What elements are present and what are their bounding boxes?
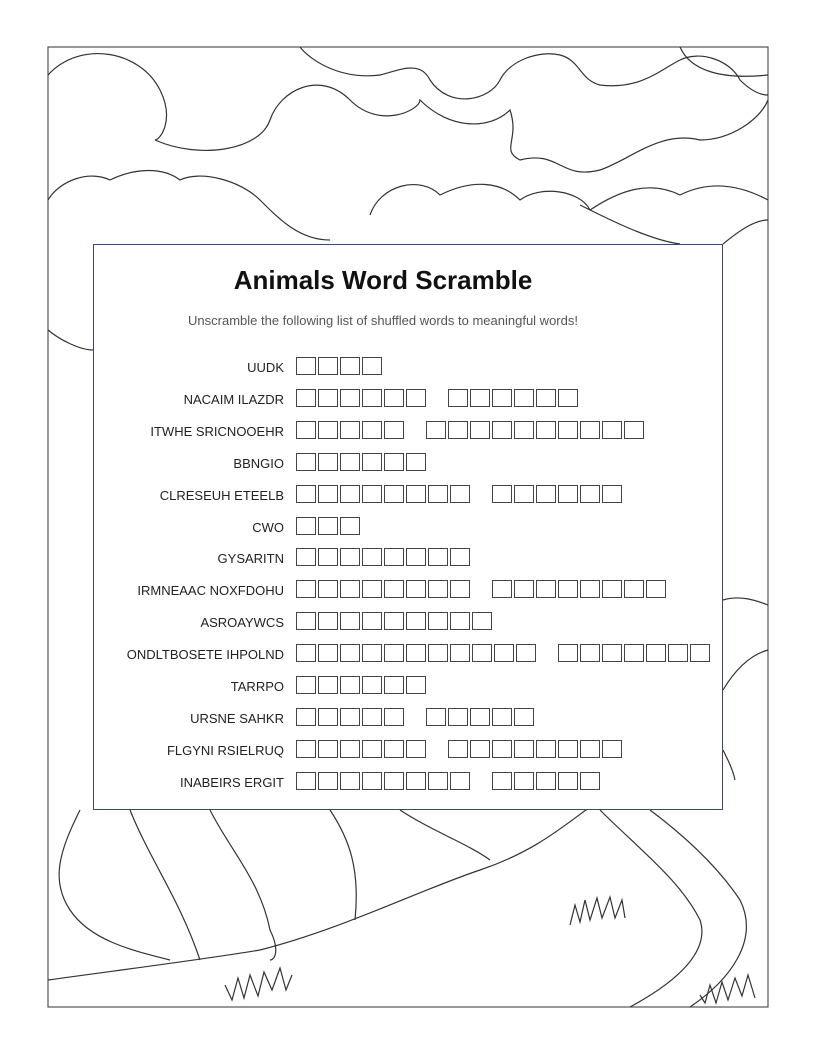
scrambled-word: IRMNEAAC NOXFDOHU [137,583,284,599]
letter-box[interactable] [296,421,316,439]
letter-box[interactable] [340,453,360,471]
letter-box[interactable] [450,772,470,790]
letter-box[interactable] [536,421,556,439]
letter-box[interactable] [492,740,512,758]
scrambled-word: GYSARITN [217,551,284,567]
cloud-shape [300,47,768,99]
cloud-shape [680,47,768,76]
letter-box[interactable] [580,580,600,598]
letter-box[interactable] [318,772,338,790]
letter-box[interactable] [558,421,578,439]
letter-box[interactable] [318,357,338,375]
letter-box[interactable] [318,580,338,598]
river-shape [650,810,746,1007]
letter-box[interactable] [536,389,556,407]
letter-box[interactable] [340,389,360,407]
letter-box[interactable] [340,740,360,758]
letter-box[interactable] [492,772,512,790]
letter-box[interactable] [362,357,382,375]
letter-box[interactable] [558,389,578,407]
grass-tuft [570,897,625,925]
letter-box[interactable] [406,580,426,598]
letter-box[interactable] [296,708,316,726]
letter-box[interactable] [318,548,338,566]
letter-box[interactable] [296,357,316,375]
letter-box[interactable] [296,740,316,758]
hill-shape [723,598,768,605]
letter-box[interactable] [580,740,600,758]
letter-box[interactable] [362,548,382,566]
letter-box[interactable] [428,612,448,630]
letter-box[interactable] [450,612,470,630]
letter-box[interactable] [514,708,534,726]
letter-box[interactable] [362,453,382,471]
letter-box[interactable] [406,644,426,662]
letter-box[interactable] [318,389,338,407]
scrambled-word: NACAIM ILAZDR [183,391,284,407]
letter-box[interactable] [470,389,490,407]
letter-box[interactable] [340,708,360,726]
letter-box[interactable] [340,485,360,503]
letter-box[interactable] [318,708,338,726]
scrambled-word: URSNE SAHKR [190,710,284,726]
worksheet-instructions: Unscramble the following list of shuffled words to meaningful words! [188,313,578,328]
letter-box[interactable] [384,708,404,726]
letter-box[interactable] [362,612,382,630]
letter-box[interactable] [580,644,600,662]
path-shape [400,810,490,860]
path-shape [210,810,276,960]
letter-box[interactable] [362,740,382,758]
letter-box[interactable] [318,740,338,758]
letter-box[interactable] [602,485,622,503]
grass-tuft [700,975,755,1003]
scrambled-word: UUDK [247,360,284,375]
letter-box[interactable] [362,644,382,662]
letter-box[interactable] [340,517,360,535]
scrambled-word: ITWHE SRICNOOEHR [150,423,284,439]
letter-box[interactable] [296,453,316,471]
letter-box[interactable] [406,485,426,503]
letter-box[interactable] [384,580,404,598]
letter-box[interactable] [318,644,338,662]
letter-box[interactable] [340,580,360,598]
letter-box[interactable] [428,772,448,790]
letter-box[interactable] [646,644,666,662]
letter-box[interactable] [340,772,360,790]
letter-box[interactable] [296,580,316,598]
letter-box[interactable] [602,421,622,439]
letter-box[interactable] [318,453,338,471]
letter-box[interactable] [514,485,534,503]
letter-box[interactable] [492,485,512,503]
scramble-row [94,453,724,475]
letter-box[interactable] [602,740,622,758]
letter-box[interactable] [428,644,448,662]
scramble-row [94,548,724,570]
scramble-row [94,517,724,539]
scrambled-word: ONDLTBOSETE IHPOLND [126,647,284,663]
letter-box[interactable] [536,580,556,598]
letter-box[interactable] [406,740,426,758]
letter-box[interactable] [448,740,468,758]
letter-box[interactable] [690,644,710,662]
letter-box[interactable] [514,772,534,790]
letter-box[interactable] [340,676,360,694]
letter-box[interactable] [296,517,316,535]
letter-box[interactable] [558,485,578,503]
letter-box[interactable] [426,708,446,726]
letter-box[interactable] [318,612,338,630]
letter-box[interactable] [602,644,622,662]
letter-box[interactable] [340,357,360,375]
letter-box[interactable] [514,421,534,439]
letter-box[interactable] [428,548,448,566]
letter-box[interactable] [384,772,404,790]
letter-box[interactable] [296,772,316,790]
letter-box[interactable] [536,772,556,790]
letter-box[interactable] [470,421,490,439]
letter-box[interactable] [384,676,404,694]
letter-box[interactable] [448,421,468,439]
letter-box[interactable] [340,612,360,630]
letter-box[interactable] [428,580,448,598]
letter-box[interactable] [362,708,382,726]
path-shape [130,810,200,960]
letter-box[interactable] [406,612,426,630]
letter-box[interactable] [558,580,578,598]
scramble-row [94,580,724,602]
letter-box[interactable] [646,580,666,598]
letter-box[interactable] [472,612,492,630]
cloud-shape [370,184,768,215]
letter-box[interactable] [406,389,426,407]
letter-box[interactable] [536,740,556,758]
scramble-row [94,421,724,443]
cloud-shape [723,220,768,244]
letter-box[interactable] [296,548,316,566]
letter-box[interactable] [362,421,382,439]
letter-box[interactable] [450,644,470,662]
scrambled-word: FLGYNI RSIELRUQ [166,742,284,758]
scrambled-word: BBNGIO [233,455,284,471]
scramble-row [94,644,724,666]
letter-box[interactable] [516,644,536,662]
path-shape [330,810,356,920]
letter-box[interactable] [426,421,446,439]
letter-box[interactable] [362,485,382,503]
scrambled-word: ASROAYWCS [200,615,284,631]
letter-box[interactable] [318,485,338,503]
letter-box[interactable] [384,389,404,407]
letter-box[interactable] [296,389,316,407]
letter-box[interactable] [296,676,316,694]
letter-box[interactable] [450,548,470,566]
letter-box[interactable] [492,421,512,439]
letter-box[interactable] [580,772,600,790]
letter-box[interactable] [492,580,512,598]
letter-box[interactable] [558,644,578,662]
hill-shape [723,650,768,690]
scramble-row [94,676,724,698]
letter-box[interactable] [472,644,492,662]
letter-box[interactable] [340,548,360,566]
letter-box[interactable] [296,485,316,503]
letter-box[interactable] [514,389,534,407]
letter-box[interactable] [384,485,404,503]
scramble-row [94,485,724,507]
scrambled-word: CLRESEUH ETEELB [159,487,284,503]
scrambled-word: CWO [252,519,284,535]
grass-tuft [225,968,292,1000]
letter-box[interactable] [428,485,448,503]
letter-box[interactable] [470,740,490,758]
letter-box[interactable] [318,421,338,439]
letter-box[interactable] [668,644,688,662]
letter-box[interactable] [406,453,426,471]
letter-box[interactable] [362,389,382,407]
letter-box[interactable] [318,676,338,694]
letter-box[interactable] [470,708,490,726]
letter-box[interactable] [318,517,338,535]
letter-box[interactable] [340,644,360,662]
letter-box[interactable] [384,421,404,439]
cloud-shape [48,171,330,240]
letter-box[interactable] [580,485,600,503]
letter-box[interactable] [450,485,470,503]
letter-box[interactable] [492,708,512,726]
scramble-row [94,612,724,634]
letter-box[interactable] [580,421,600,439]
word-scramble-card [93,244,723,810]
scramble-row [94,740,724,762]
letter-box[interactable] [362,676,382,694]
letter-box[interactable] [514,580,534,598]
cloud-shape [580,205,680,244]
letter-box[interactable] [406,548,426,566]
letter-box[interactable] [406,676,426,694]
scramble-row [94,708,724,730]
letter-box[interactable] [602,580,622,598]
letter-box[interactable] [362,772,382,790]
letter-box[interactable] [296,644,316,662]
letter-box[interactable] [494,644,514,662]
letter-box[interactable] [384,644,404,662]
scramble-row [94,389,724,411]
hill-shape [723,750,735,780]
letter-box[interactable] [340,421,360,439]
worksheet-title: Animals Word Scramble [233,265,533,295]
letter-box[interactable] [536,485,556,503]
letter-box[interactable] [384,612,404,630]
letter-box[interactable] [362,580,382,598]
path-shape [59,810,170,960]
letter-box[interactable] [492,389,512,407]
letter-box[interactable] [450,580,470,598]
letter-box[interactable] [558,772,578,790]
scrambled-word: INABEIRS ERGIT [179,774,284,790]
letter-box[interactable] [448,389,468,407]
cloud-shape [48,330,93,350]
letter-box[interactable] [384,453,404,471]
letter-box[interactable] [514,740,534,758]
letter-box[interactable] [384,548,404,566]
scramble-row [94,772,724,794]
letter-box[interactable] [406,772,426,790]
letter-box[interactable] [296,612,316,630]
letter-box[interactable] [624,580,644,598]
letter-box[interactable] [448,708,468,726]
scramble-row [94,357,724,379]
letter-box[interactable] [624,421,644,439]
letter-box[interactable] [384,740,404,758]
scrambled-word: TARRPO [230,679,284,694]
letter-box[interactable] [558,740,578,758]
letter-box[interactable] [624,644,644,662]
